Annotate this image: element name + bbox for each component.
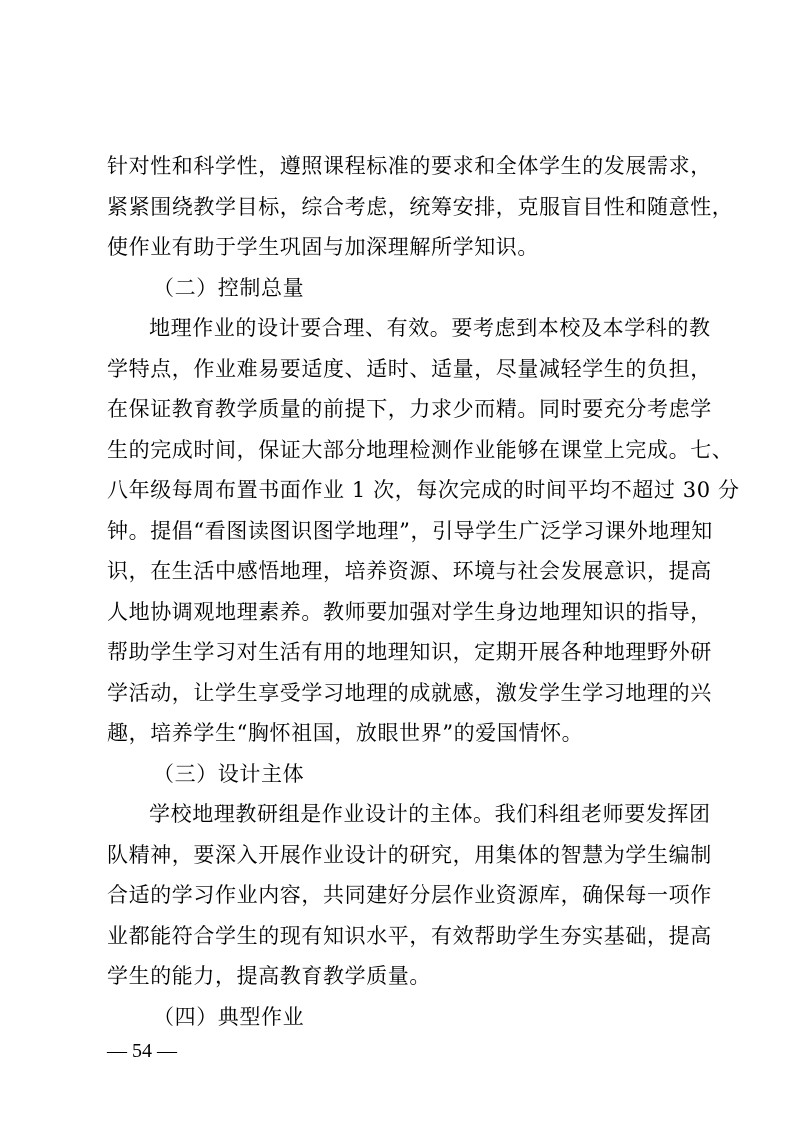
text-line: 学生的能力，提高教育教学质量。 xyxy=(107,964,431,988)
text-line: 生的完成时间，保证大部分地理检测作业能够在课堂上完成。七、 xyxy=(107,437,734,462)
section-heading-control-total: （二）控制总量 xyxy=(153,275,305,300)
text-line: 人地协调观地理素养。教师要加强对学生身边地理知识的指导， xyxy=(107,599,712,624)
paragraph-first-line: 学校地理教研组是作业设计的主体。我们科组老师要发挥团 xyxy=(149,802,711,826)
text-line: 帮助学生学习对生活有用的地理知识，定期开展各种地理野外研 xyxy=(107,640,712,664)
text-line: 学活动，让学生享受学习地理的成就感，激发学生学习地理的兴 xyxy=(107,680,712,705)
text-line: 趣，培养学生“胸怀祖国，放眼世界”的爱国情怀。 xyxy=(107,721,584,745)
text-line: 使作业有助于学生巩固与加深理解所学知识。 xyxy=(107,235,539,259)
text-line: 紧紧围绕教学目标，综合考虑，统筹安排，克服盲目性和随意性， xyxy=(107,194,734,219)
page-number: — 54 — xyxy=(107,1040,177,1062)
section-heading-design-subject: （三）设计主体 xyxy=(153,761,305,786)
text-line: 钟。提倡“看图读图识图学地理”，引导学生广泛学习课外地理知 xyxy=(107,518,713,543)
text-line: 针对性和科学性，遵照课程标准的要求和全体学生的发展需求， xyxy=(107,154,712,178)
text-line: 八年级每周布置书面作业 1 次，每次完成的时间平均不超过 30 分 xyxy=(107,478,740,502)
text-line: 识，在生活中感悟地理，培养资源、环境与社会发展意识，提高 xyxy=(107,559,712,583)
paragraph-first-line: 地理作业的设计要合理、有效。要考虑到本校及本学科的教 xyxy=(149,316,711,340)
text-line: 在保证教育教学质量的前提下，力求少而精。同时要充分考虑学 xyxy=(107,397,712,421)
section-heading-typical-homework: （四）典型作业 xyxy=(153,1004,305,1029)
body-text xyxy=(107,146,740,1037)
text-line: 队精神，要深入开展作业设计的研究，用集体的智慧为学生编制 xyxy=(107,842,712,867)
text-line: 业都能符合学生的现有知识水平，有效帮助学生夯实基础，提高 xyxy=(107,923,712,948)
text-line: 合适的学习作业内容，共同建好分层作业资源库，确保每一项作 xyxy=(107,883,712,907)
text-line: 学特点，作业难易要适度、适时、适量，尽量减轻学生的负担， xyxy=(107,356,712,381)
